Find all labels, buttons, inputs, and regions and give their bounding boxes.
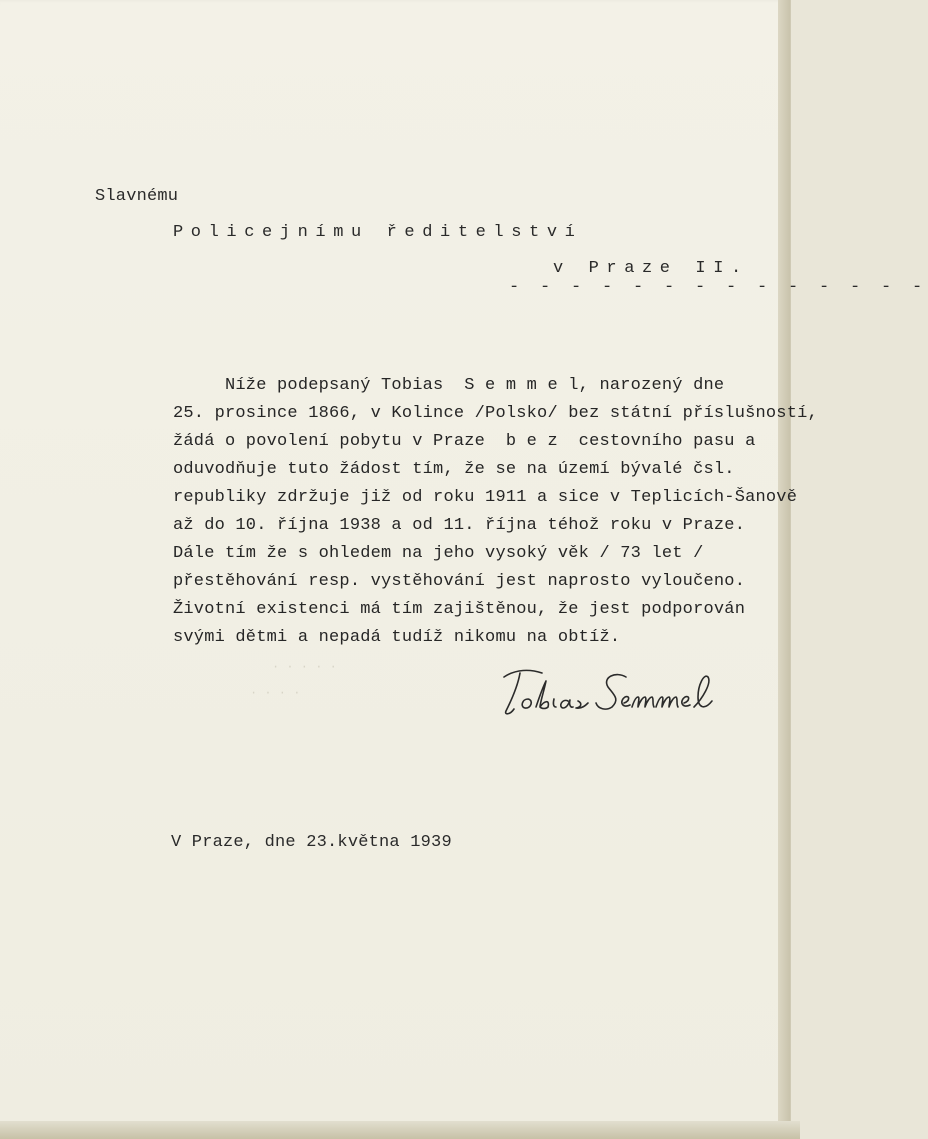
date-line: V Praze, dne 23.května 1939 — [171, 833, 452, 852]
body-line-2: 25. prosince 1866, v Kolince /Polsko/ bez státní příslušností, — [173, 404, 818, 423]
recipient-line-1: Policejnímu ředitelství — [173, 223, 583, 242]
show-through-mark: · · · · — [250, 686, 301, 700]
salutation: Slavnému — [95, 187, 179, 206]
body-line-3: žádá o povolení pobytu v Praze b e z cestovního pasu a — [173, 432, 756, 451]
body-line-10: svými dětmi a nepadá tudíž nikomu na obtíž. — [173, 628, 621, 647]
page-bottom-edge — [0, 1121, 800, 1139]
body-line-7: Dále tím že s ohledem na jeho vysoký věk / 73 let / — [173, 544, 704, 563]
signature-tobias-semmel — [498, 655, 753, 725]
divider-dashes: - - - - - - - - - - - - - - — [509, 278, 928, 297]
body-line-1: Níže podepsaný Tobias S e m m e l, narozený dne — [173, 376, 725, 395]
body-line-5: republiky zdržuje již od roku 1911 a sice v Teplicích-Šanově — [173, 488, 798, 507]
show-through-mark: · · · · · — [272, 660, 337, 674]
body-line-6: až do 10. října 1938 a od 11. října téhož roku v Praze. — [173, 516, 746, 535]
recipient-line-2: v Praze II. — [553, 259, 749, 278]
body-line-9: Životní existenci má tím zajištěnou, že jest podporován — [173, 600, 746, 619]
body-line-4: oduvodňuje tuto žádost tím, že se na území bývalé čsl. — [173, 460, 735, 479]
body-line-8: přestěhování resp. vystěhování jest naprosto vyloučeno. — [173, 572, 746, 591]
page-edge-shadow — [778, 0, 790, 1139]
